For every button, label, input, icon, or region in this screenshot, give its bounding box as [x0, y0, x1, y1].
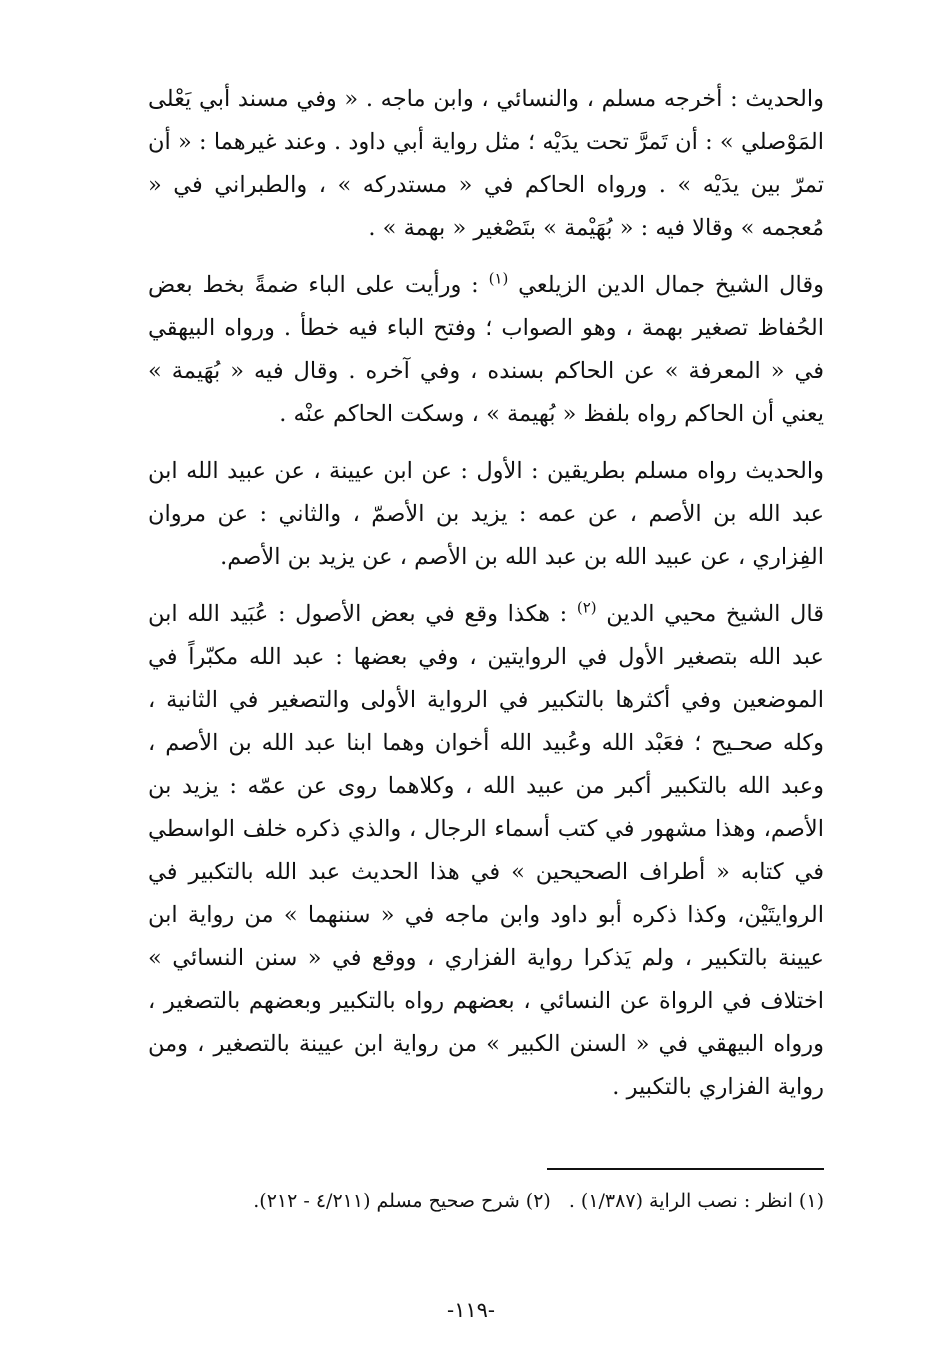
paragraph-4 [148, 593, 824, 1109]
footnote-2: (٢) شرح صحيح مسلم (٤/٢١١ - ٢١٢). [253, 1190, 551, 1212]
footnote-1: (١) انظر : نصب الراية (١/٣٨٧) . [568, 1190, 824, 1212]
paragraph-4-text-start: قال الشيخ محيي الدين [606, 601, 825, 627]
footnote-ref-1[interactable]: (١) [488, 269, 509, 288]
main-text [148, 78, 824, 1123]
footnote-divider [547, 1168, 824, 1170]
paragraph-2-text-start: وقال الشيخ جمال الدين الزيلعي [518, 272, 824, 298]
footnote-ref-2[interactable]: (٢) [576, 598, 597, 617]
page-number: -١١٩- [446, 1298, 496, 1322]
paragraph-1-text: والحديث : أخرجه مسلم ، والنسائي ، وابن ماجه . « وفي مسند أبي يَعْلى المَوْصلي » : أن تَمرَّ تحت يدَيْه ؛ مثل رواية أبي داود . وعند غيرهما : « أن تمرّ بين يدَيْه » . ورواه الحاكم في « مستدركه » ، والطبراني في « مُعجمه » وقالا فيه : « بُهَيْمة » بتَصْغير « بهمة » . [148, 86, 824, 241]
paragraph-2 [148, 264, 824, 436]
paragraph-3 [148, 450, 824, 579]
paragraph-3-text: والحديث رواه مسلم بطريقين : الأول : عن ابن عيينة ، عن عبيد الله ابن عبد الله بن الأصم ، عن عمه : يزيد بن الأصمّ ، والثاني : عن مروان الفِزاري ، عن عبيد الله بن عبد الله بن الأصم ، عن يزيد بن الأصم. [148, 458, 824, 570]
paragraph-2-text-end: : ورأيت على الباء ضمةً بخط بعض الحُفاظ تصغير بهمة ، وهو الصواب ؛ وفتح الباء فيه خطأ . ورواه البيهقي في « المعرفة » عن الحاكم بسنده ، وفي آخره . وقال فيه « بُهَيمة » يعني أن الحاكم رواه بلفظ « بُهيمة » ، وسكت الحاكم عنْه . [148, 272, 824, 427]
paragraph-1 [148, 78, 824, 250]
paragraph-4-text-end: : هكذا وقع في بعض الأصول : عُبَيد الله ابن عبد الله بتصغير الأول في الروايتين ، وفي بعضها : عبد الله مكبّراً في الموضعين وفي أكثرها بالتكبير في الرواية الأولى والتصغير في الثانية ، وكله صحـيح ؛ فعَبْد الله وعُبيد الله أخوان وهما ابنا عبد الله بن الأصم ، وعبد الله بالتكبير أكبر من عبيد الله ، وكلاهما روى عن عمّه : يزيد بن الأصم، وهذا مشهور في كتب أسماء الرجال ، والذي ذكره خلف الواسطي في كتابه « أطراف الصحيحين » في هذا الحديث عبد الله بالتكبير في الروايتَيْن، وكذا ذكره أبو داود وابن ماجه في « سننهما » من رواية ابن عيينة بالتكبير ، ولم يَذكرا رواية الفزاري ، ووقع في « سنن النسائي » اختلاف في الرواة عن النسائي ، بعضهم رواه بالتكبير وبعضهم بالتصغير ، ورواه البيهقي في « السنن الكبير » من رواية ابن عيينة بالتصغير ، ومن رواية الفزاري بالتكبير . [148, 601, 824, 1100]
footnotes [148, 1186, 824, 1216]
